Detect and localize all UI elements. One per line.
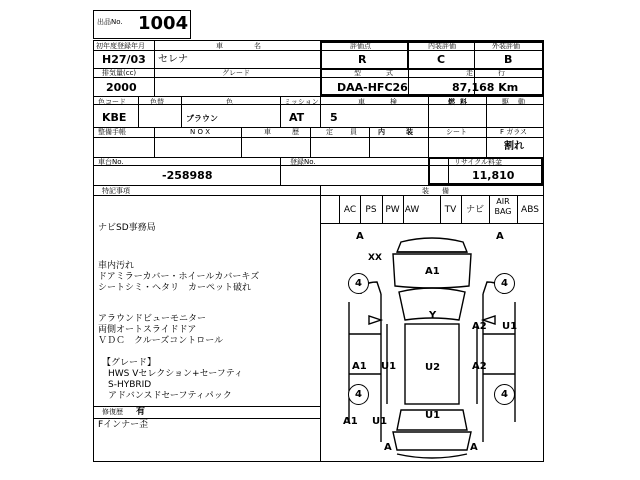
equipment-ps: PS [365,205,377,215]
remarks-line: ナビSD事務局 [98,223,156,233]
mileage-label: 走 [466,69,473,77]
remarks-line: アドバンスドセーフティパック [108,391,232,401]
model-label: 型 [354,69,361,77]
remarks-line: 車内汚れ [98,261,135,271]
remarks-line: ＶＤＣ クルーズコントロール [98,336,224,346]
capacity-label-2: 員 [350,128,357,136]
drive-label: 駆 [502,98,509,106]
damage-mark: Y [429,310,437,321]
registration-no-label: 登録No. [290,158,316,166]
equipment-title-2: 備 [442,187,449,195]
damage-mark-circle: 4 [494,384,515,405]
exterior-label: 外装評価 [492,42,520,50]
inspection-label: 車 [358,98,365,106]
inspection-value: 5 [330,111,338,124]
remarks-line: シートシミ・ヘタリ カーペット破れ [98,283,252,293]
first-registration-label: 初年度登録年月 [96,42,145,50]
repair-history-label: 修復歴 [102,408,123,416]
glass-value: 割れ [504,141,524,152]
interior-value: C [437,53,446,66]
auction-sheet [93,40,544,462]
recycle-value: 11,810 [472,169,515,182]
color-code-value: KBE [102,111,127,124]
fuel-label-2: 料 [460,98,467,106]
recycle-label: リサイクル料金 [454,158,503,166]
mileage-label-2: 行 [498,69,505,77]
transmission-label: ミッション [284,98,319,106]
glass-label: F ガラス [500,128,528,136]
mileage-value: 87,168 Km [452,81,519,94]
equipment-airbag: AIR BAG [494,197,512,216]
seat-label: シート [446,128,467,136]
displacement-label: 排気量(cc) [102,69,137,77]
grade-label: グレード [222,69,250,77]
remarks-block-2 [98,314,223,347]
equipment-ac: AC [343,205,357,215]
lot-number-box [93,10,191,39]
damage-mark: A [356,231,364,242]
lot-number: 1004 [138,13,189,34]
damage-mark-circle: 4 [348,273,369,294]
remarks-line: アラウンドビューモニター [98,314,207,324]
exterior-value: B [504,53,513,66]
model-label-2: 式 [386,69,393,77]
damage-mark: A [496,231,504,242]
repaint-label: 色替 [150,98,164,106]
first-registration-value: H27/03 [102,53,146,66]
damage-mark-circle: 4 [494,273,515,294]
remarks-line: 【グレード】 [102,358,157,368]
damage-mark: U1 [425,410,441,421]
damage-mark: A2 [472,361,487,372]
damage-mark: A2 [472,321,487,332]
equipment-navi: ナビ [465,205,484,215]
equipment-aw: AW [404,205,420,215]
fuel-label: 燃 [448,98,455,106]
history-label-2: 歴 [292,128,299,136]
model-value: DAA-HFC26 [337,81,408,94]
maintenance-label: 整備手帳 [98,128,126,136]
damage-mark: A1 [352,361,367,372]
remarks-line: ドアミラーカバー・ホイールカバーキズ [98,272,260,282]
chassis-value: -258988 [162,169,213,182]
score-value: R [358,53,367,66]
repair-note: Fインナー歪 [98,420,149,430]
interior-condition-label: 内 [378,128,385,136]
color-label: 色 [226,98,233,106]
car-name-value: セレナ [158,54,188,65]
score-label: 評価点 [350,42,371,50]
equipment-title: 装 [422,187,429,195]
remarks-title: 特記事項 [102,187,130,195]
damage-mark: A [470,442,478,453]
remarks-line: 両側オートスライドドア [98,325,197,335]
displacement-value: 2000 [106,81,137,94]
drive-label-2: 動 [518,98,525,106]
remarks-line: HWS Vセレクション+セーフティ [108,369,244,379]
damage-mark-circle: 4 [348,384,369,405]
damage-mark: A1 [343,416,358,427]
damage-mark: XX [368,253,382,263]
remarks-block-3 [102,358,244,402]
remarks-block-1 [98,261,259,294]
nox-label: N O X [190,128,210,136]
equipment-pw: PW [385,205,400,215]
damage-mark: U1 [372,416,388,427]
interior-label: 内装評価 [428,42,456,50]
repair-history-value: 有 [136,407,146,417]
damage-mark: U2 [425,362,441,373]
equipment-abs: ABS [521,205,539,215]
history-label: 車 [264,128,271,136]
car-name-label: 車 [216,42,223,50]
damage-mark: A1 [425,266,440,277]
transmission-value: AT [289,111,305,124]
chassis-label: 車台No. [98,158,124,166]
color-value: ブラウン [186,114,218,123]
capacity-label: 定 [326,128,333,136]
inspection-label-2: 検 [390,98,397,106]
lot-number-label: 出品No. [97,18,123,26]
car-name-label-2: 名 [254,42,261,50]
interior-condition-label-2: 装 [406,128,413,136]
remarks-line: S-HYBRID [108,380,152,390]
damage-mark: U1 [381,361,397,372]
damage-mark: U1 [502,321,518,332]
damage-mark: A [384,442,392,453]
equipment-tv: TV [444,205,457,215]
color-code-label: 色コード [98,98,126,106]
